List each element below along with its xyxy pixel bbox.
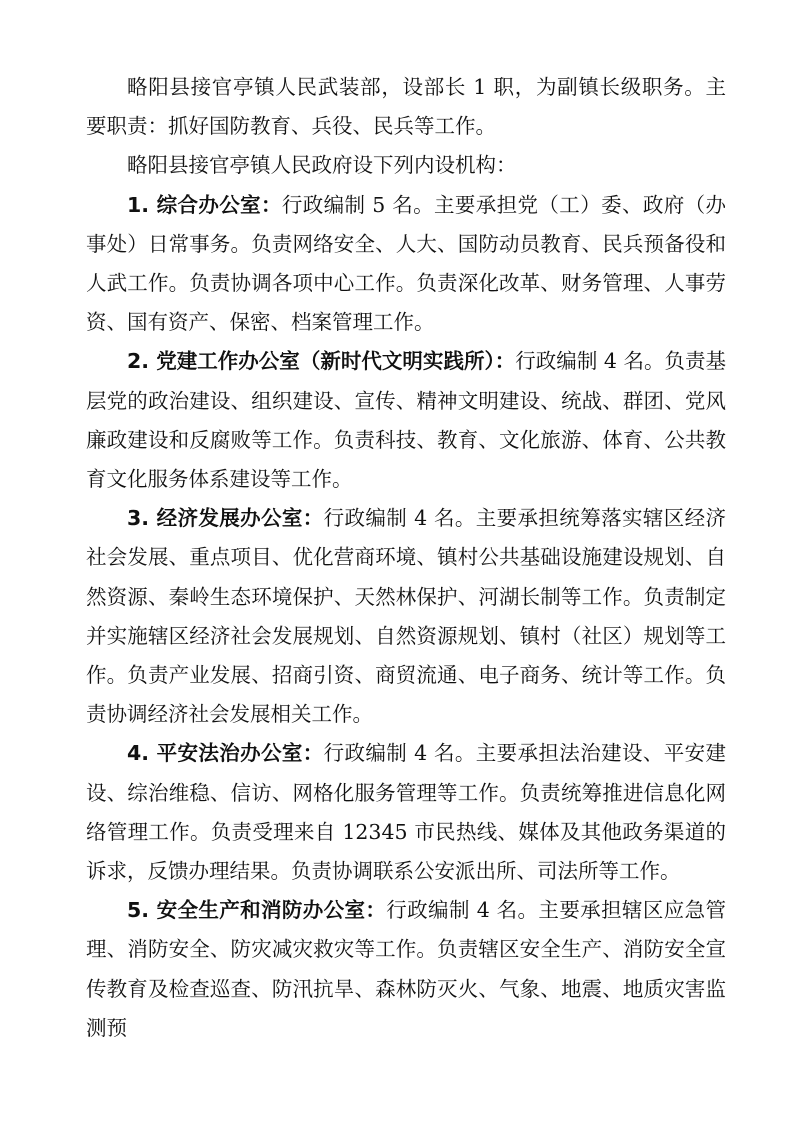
paragraph-lead: 5. 安全生产和消防办公室：	[127, 898, 387, 923]
paragraph-economic-development-office	[86, 499, 726, 734]
paragraph-text: 行政编制 5 名。主要承担党（工）委、政府（办事处）日常事务。负责网络安全、人大、国防动员教育、民兵预备役和人武工作。负责协调各项中心工作。负责深化改革、财务管理、人事劳资、国有资产、保密、档案管理工作。	[86, 192, 726, 335]
paragraph-production-safety-fire-office	[86, 891, 726, 1048]
paragraph-party-building-office	[86, 342, 726, 499]
paragraph-lead: 2. 党建工作办公室（新时代文明实践所）：	[127, 349, 516, 374]
paragraph-lead: 4. 平安法治办公室：	[127, 741, 324, 766]
paragraph-lead: 1. 综合办公室：	[127, 192, 282, 217]
paragraph-text: 行政编制 4 名。主要承担辖区应急管理、消防安全、防灾减灾救灾等工作。负责辖区安全生产、消防安全宣传教育及检查巡查、防汛抗旱、森林防灭火、气象、地震、地质灾害监测预	[86, 898, 726, 1040]
paragraph-text: 行政编制 4 名。主要承担统筹落实辖区经济社会发展、重点项目、优化营商环境、镇村公共基础设施建设规划、自然资源、秦岭生态环境保护、天然林保护、河湖长制等工作。负责制定并实施辖区经济社会发展规划、自然资源规划、镇村（社区）规划等工作。负责产业发展、招商引资、商贸流通、电子商务、统计等工作。负责协调经济社会发展相关工作。	[86, 506, 726, 727]
paragraph-safety-rule-of-law-office	[86, 734, 726, 891]
paragraph-text: 行政编制 4 名。主要承担法治建设、平安建设、综治维稳、信访、网格化服务管理等工作。负责统筹推进信息化网络管理工作。负责受理来自 12345 市民热线、媒体及其他政务渠道的诉求，反馈办理结果。负责协调联系公安派出所、司法所等工作。	[86, 741, 726, 884]
paragraph-text: 行政编制 4 名。负责基层党的政治建设、组织建设、宣传、精神文明建设、统战、群团、党风廉政建设和反腐败等工作。负责科技、教育、文化旅游、体育、公共教育文化服务体系建设等工作。	[86, 349, 727, 492]
document-page	[86, 68, 726, 1048]
paragraph-armed-forces-dept	[86, 68, 726, 146]
paragraph-text: 略阳县接官亭镇人民政府设下列内设机构：	[127, 153, 517, 178]
paragraph-general-office	[86, 186, 726, 343]
paragraph-internal-bodies-intro	[86, 146, 726, 185]
paragraph-lead: 3. 经济发展办公室：	[127, 506, 324, 531]
paragraph-text: 略阳县接官亭镇人民武装部，设部长 1 职，为副镇长级职务。主要职责：抓好国防教育、兵役、民兵等工作。	[86, 75, 726, 139]
